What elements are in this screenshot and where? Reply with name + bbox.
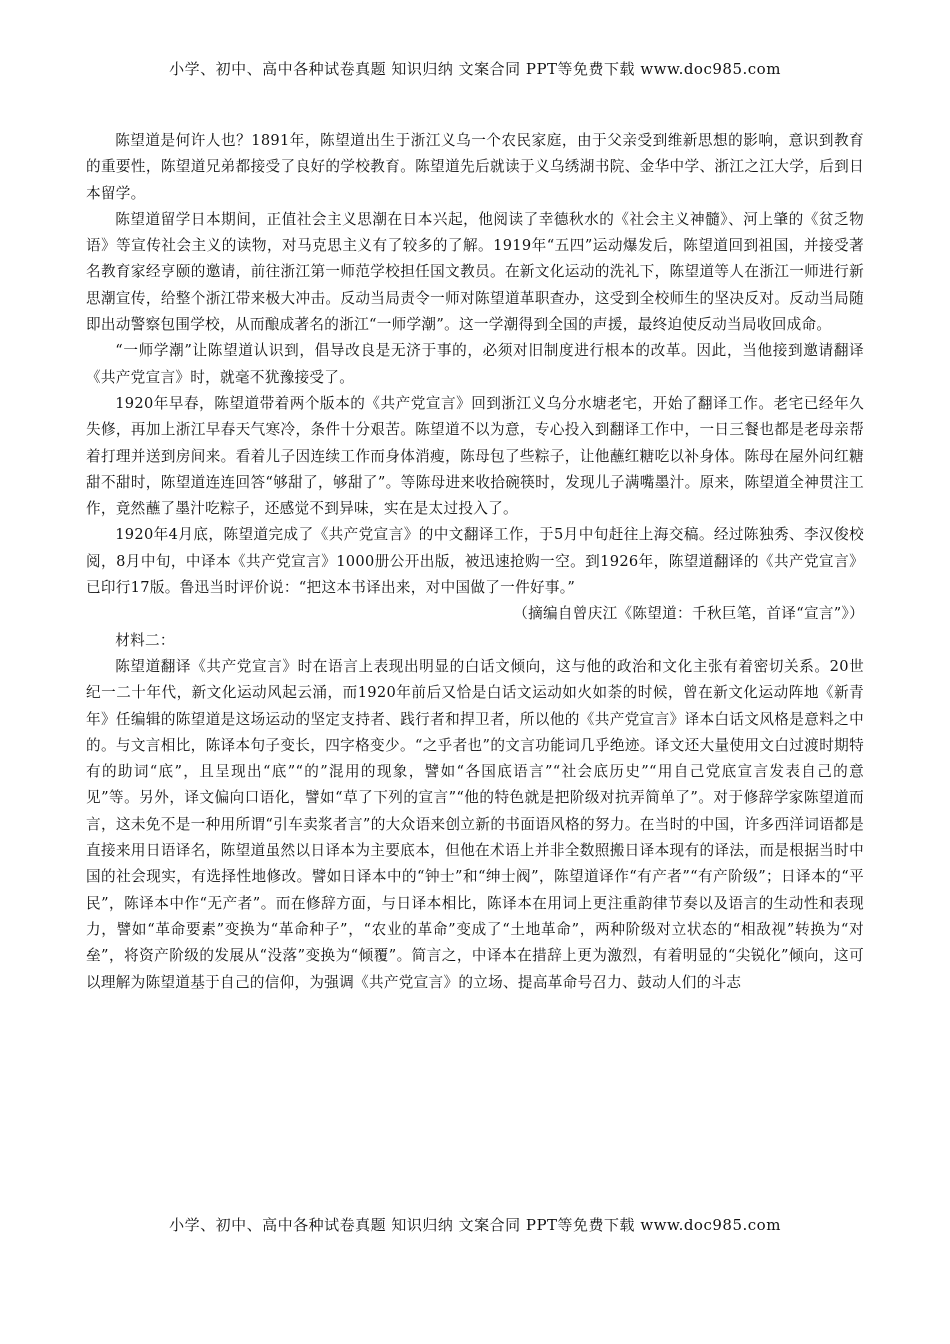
- material-two-label: 材料二：: [115, 631, 175, 649]
- source-citation: （摘编自曾庆江《陈望道：千秋巨笔，首译“宣言”》）: [513, 605, 864, 623]
- paragraph-2: 陈望道留学日本期间，正值社会主义思潮在日本兴起，他阅读了幸德秋水的《社会主义神髓》、河上肇的《贫乏物语》等宣传社会主义的读物，对马克思主义有了较多的了解。1919年“五四”运动爆发后，陈望道回到祖国，并接受著名教育家经亨颐的邀请，前往浙江第一师范学校担任国文教员。在新文化运动的洗礼下，陈望道等人在浙江一师进行新思潮宣传，给整个浙江带来极大冲击。反动当局责令一师对陈望道革职查办，这受到全校师生的坚决反对。反动当局随即出动警察包围学校，从而酿成著名的浙江“一师学潮”。这一学潮得到全国的声援，最终迫使反动当局收回成命。: [86, 210, 864, 334]
- page-footer: 小学、初中、高中各种试卷真题 知识归纳 文案合同 PPT等免费下载 www.doc985.com: [169, 1216, 781, 1234]
- paragraph-4: 1920年早春，陈望道带着两个版本的《共产党宣言》回到浙江义乌分水塘老宅，开始了翻译工作。老宅已经年久失修，再加上浙江早春天气寒冷，条件十分艰苦。陈望道不以为意，专心投入到翻译工作中，一日三餐也都是老母亲帮着打理并送到房间来。看着儿子因连续工作而身体消瘦，陈母包了些粽子，让他蘸红糖吃以补身体。陈母在屋外问红糖甜不甜时，陈望道连连回答“够甜了，够甜了”。等陈母进来收拾碗筷时，发现儿子满嘴墨汁。原来，陈望道全神贯注工作，竟然蘸了墨汁吃粽子，还感觉不到异味，实在是太过投入了。: [86, 394, 864, 518]
- material-two-paragraph: 陈望道翻译《共产党宣言》时在语言上表现出明显的白话文倾向，这与他的政治和文化主张有着密切关系。20世纪一二十年代，新文化运动风起云涌，而1920年前后又恰是白话文运动如火如荼的时候，曾在新文化运动阵地《新青年》任编辑的陈望道是这场运动的坚定支持者、践行者和捍卫者，所以他的《共产党宣言》译本白话文风格是意料之中的。与文言相比，陈译本句子变长，四字格变少。“之乎者也”的文言功能词几乎绝迹。译文还大量使用文白过渡时期特有的助词“底”，且呈现出“底”“的”混用的现象，譬如“各国底语言”“社会底历史”“用自己党底宣言发表自己的意见”等。另外，译文偏向口语化，譬如“草了下列的宣言”“他的特色就是把阶级对抗弄简单了”。对于修辞学家陈望道而言，这未免不是一种用所谓“引车卖浆者言”的大众语来创立新的书面语风格的努力。在当时的中国，许多西洋词语都是直接来用日语译名，陈望道虽然以日译本为主要底本，但他在术语上并非全数照搬日译本现有的译法，而是根据当时中国的社会现实，有选择性地修改。譬如日译本中的“钟士”和“绅士阀”，陈望道译作“有产者”“有产阶级”；日译本的“平民”，陈译本中作“无产者”。而在修辞方面，与日译本相比，陈译本在用词上更注重韵律节奏以及语言的生动性和表现力，譬如“革命要素”变换为“革命种子”，“农业的革命”变成了“土地革命”，两种阶级对立状态的“相敌视”转换为“对垒”，将资产阶级的发展从“没落”变换为“倾覆”。简言之，中译本在措辞上更为激烈，有着明显的“尖锐化”倾向，这可以理解为陈望道基于自己的信仰，为强调《共产党宣言》的立场、提高革命号召力、鼓动人们的斗志: [86, 657, 864, 991]
- paragraph-5: 1920年4月底，陈望道完成了《共产党宣言》的中文翻译工作，于5月中旬赶往上海交稿。经过陈独秀、李汉俊校阅，8月中旬，中译本《共产党宣言》1000册公开出版，被迅速抢购一空。到1926年，陈望道翻译的《共产党宣言》已印行17版。鲁迅当时评价说：“把这本书译出来，对中国做了一件好事。”: [86, 526, 864, 597]
- document-body: [86, 128, 864, 996]
- paragraph-1: 陈望道是何许人也？1891年，陈望道出生于浙江义乌一个农民家庭，由于父亲受到维新思想的影响，意识到教育的重要性，陈望道兄弟都接受了良好的学校教育。陈望道先后就读于义乌绣湖书院、金华中学、浙江之江大学，后到日本留学。: [86, 132, 864, 202]
- paragraph-3: “一师学潮”让陈望道认识到，倡导改良是无济于事的，必须对旧制度进行根本的改革。因此，当他接到邀请翻译《共产党宣言》时，就毫不犹豫接受了。: [86, 342, 864, 386]
- page-header: 小学、初中、高中各种试卷真题 知识归纳 文案合同 PPT等免费下载 www.doc985.com: [169, 60, 781, 78]
